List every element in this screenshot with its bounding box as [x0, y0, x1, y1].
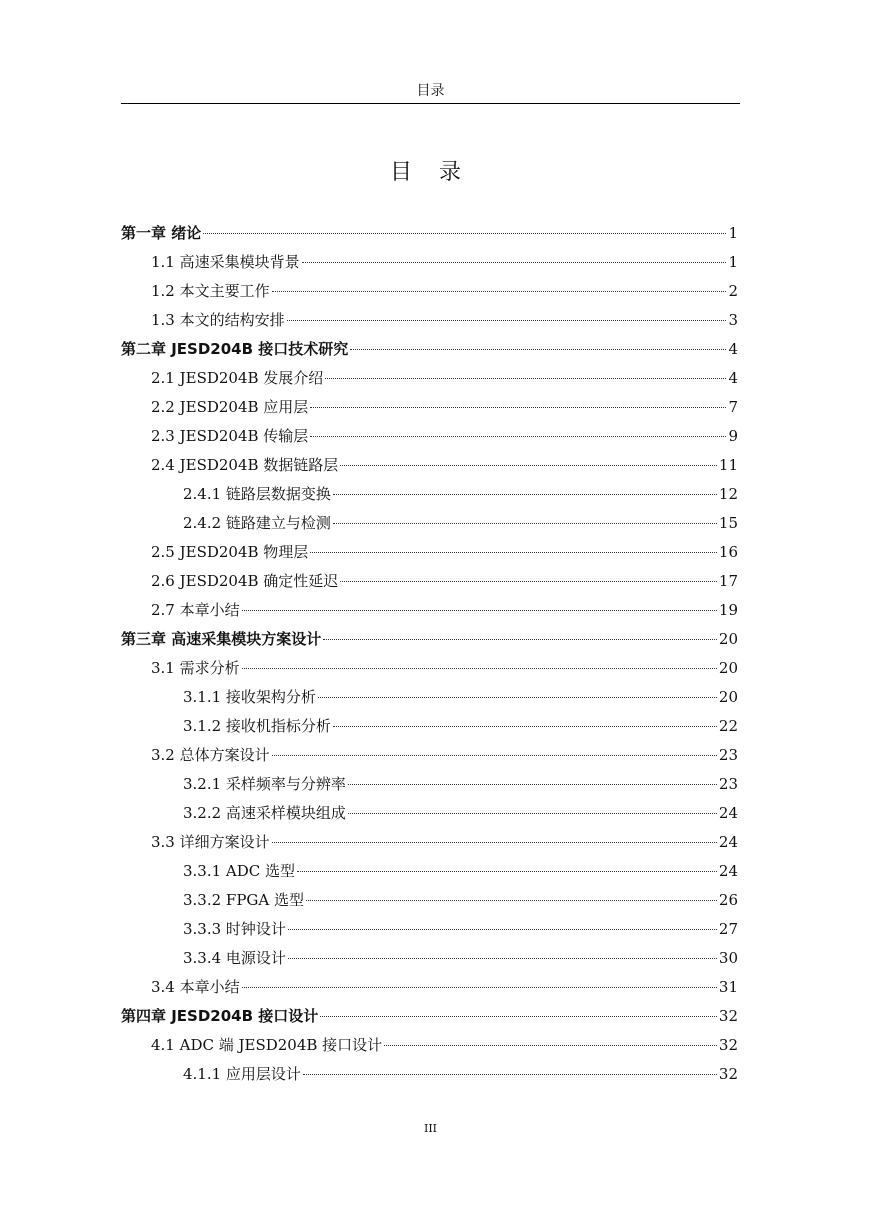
- toc-entry-label: 3.1 需求分析: [151, 659, 240, 677]
- toc-entry-label: 2.5 JESD204B 物理层: [151, 543, 309, 561]
- toc-entry-page: 24: [718, 833, 738, 851]
- toc-dot-leader: [333, 726, 717, 727]
- toc-dot-leader: [310, 552, 717, 553]
- toc-dot-leader: [242, 668, 717, 669]
- toc-entry-page: 20: [718, 630, 738, 648]
- toc-entry-page: 23: [718, 775, 738, 793]
- toc-entry-page: 9: [728, 427, 738, 445]
- toc-entry[interactable]: [121, 974, 738, 1000]
- toc-entry-label: 3.3.2 FPGA 选型: [183, 891, 305, 909]
- toc-entry[interactable]: [121, 771, 738, 797]
- toc-entry-page: 23: [718, 746, 738, 764]
- toc-entry-label: 2.1 JESD204B 发展介绍: [151, 369, 324, 387]
- toc-entry[interactable]: [121, 829, 738, 855]
- toc-dot-leader: [287, 320, 727, 321]
- toc-entry[interactable]: [121, 423, 738, 449]
- toc-dot-leader: [325, 378, 726, 379]
- toc-dot-leader: [272, 842, 717, 843]
- toc-entry[interactable]: [121, 626, 738, 652]
- toc-dot-leader: [348, 784, 717, 785]
- toc-entry-label: 第三章 高速采集模块方案设计: [121, 630, 322, 648]
- toc-entry[interactable]: [121, 307, 738, 333]
- toc-dot-leader: [203, 233, 726, 234]
- toc-entry-page: 27: [718, 920, 738, 938]
- toc-entry-label: 3.3 详细方案设计: [151, 833, 270, 851]
- toc-dot-leader: [288, 958, 717, 959]
- header-rule: [121, 103, 740, 104]
- toc-entry-label: 1.3 本文的结构安排: [151, 311, 285, 329]
- toc-entry-label: 2.4 JESD204B 数据链路层: [151, 456, 339, 474]
- toc-dot-leader: [288, 929, 717, 930]
- toc-entry-label: 4.1.1 应用层设计: [183, 1065, 301, 1083]
- toc-entry-page: 7: [728, 398, 738, 416]
- toc-entry-page: 30: [718, 949, 738, 967]
- toc-entry-label: 3.3.4 电源设计: [183, 949, 286, 967]
- toc-dot-leader: [306, 900, 717, 901]
- toc-entry-page: 32: [718, 1007, 738, 1025]
- toc-entry[interactable]: [121, 249, 738, 275]
- toc-dot-leader: [340, 581, 717, 582]
- toc-entry-page: 22: [718, 717, 738, 735]
- toc-entry-label: 3.3.1 ADC 选型: [183, 862, 296, 880]
- toc-entry-page: 3: [728, 311, 738, 329]
- toc-entry[interactable]: [121, 452, 738, 478]
- toc-entry-label: 第二章 JESD204B 接口技术研究: [121, 340, 349, 358]
- toc-entry[interactable]: [121, 365, 738, 391]
- toc-entry[interactable]: [121, 1003, 738, 1029]
- toc-entry-page: 17: [718, 572, 738, 590]
- toc-entry-label: 3.3.3 时钟设计: [183, 920, 286, 938]
- toc-entry[interactable]: [121, 510, 738, 536]
- toc-entry-page: 1: [728, 224, 738, 242]
- toc-dot-leader: [310, 436, 726, 437]
- toc-dot-leader: [384, 1045, 717, 1046]
- toc-entry-label: 1.2 本文主要工作: [151, 282, 270, 300]
- toc-entry-page: 24: [718, 862, 738, 880]
- toc-dot-leader: [320, 1016, 717, 1017]
- toc-entry-page: 20: [718, 688, 738, 706]
- toc-entry[interactable]: [121, 1061, 738, 1087]
- toc-entry-label: 2.3 JESD204B 传输层: [151, 427, 309, 445]
- toc-entry[interactable]: [121, 916, 738, 942]
- toc-entry-label: 3.1.1 接收架构分析: [183, 688, 316, 706]
- toc-entry[interactable]: [121, 945, 738, 971]
- toc-entry-page: 4: [728, 340, 738, 358]
- toc-dot-leader: [310, 407, 726, 408]
- toc-entry[interactable]: [121, 278, 738, 304]
- toc-entry-page: 2: [728, 282, 738, 300]
- toc-dot-leader: [242, 610, 717, 611]
- toc-entry[interactable]: [121, 568, 738, 594]
- toc-entry[interactable]: [121, 887, 738, 913]
- toc-entry[interactable]: [121, 336, 738, 362]
- toc-entry-page: 1: [728, 253, 738, 271]
- toc-entry[interactable]: [121, 220, 738, 246]
- toc-entry-label: 3.2 总体方案设计: [151, 746, 270, 764]
- toc-entry-page: 4: [728, 369, 738, 387]
- toc-entry[interactable]: [121, 481, 738, 507]
- toc-entry-label: 第四章 JESD204B 接口设计: [121, 1007, 319, 1025]
- running-header: 目录: [416, 83, 445, 99]
- toc-entry-page: 26: [718, 891, 738, 909]
- toc-dot-leader: [272, 291, 727, 292]
- toc-entry-label: 4.1 ADC 端 JESD204B 接口设计: [151, 1036, 383, 1054]
- toc-entry-label: 1.1 高速采集模块背景: [151, 253, 300, 271]
- toc-dot-leader: [348, 813, 717, 814]
- toc-entry-page: 32: [718, 1065, 738, 1083]
- toc-entry-label: 3.4 本章小结: [151, 978, 240, 996]
- toc-entry-page: 20: [718, 659, 738, 677]
- toc-entry-page: 32: [718, 1036, 738, 1054]
- toc-entry-label: 2.2 JESD204B 应用层: [151, 398, 309, 416]
- toc-entry-page: 16: [718, 543, 738, 561]
- toc-entry-page: 24: [718, 804, 738, 822]
- toc-dot-leader: [350, 349, 726, 350]
- toc-dot-leader: [303, 1074, 717, 1075]
- page-number: III: [423, 1122, 438, 1135]
- toc-entry-label: 3.2.1 采样频率与分辨率: [183, 775, 346, 793]
- toc-entry[interactable]: [121, 394, 738, 420]
- toc-entry[interactable]: [121, 742, 738, 768]
- toc-dot-leader: [297, 871, 717, 872]
- toc-entry[interactable]: [121, 539, 738, 565]
- toc-entry-page: 15: [718, 514, 738, 532]
- toc-entry[interactable]: [121, 1032, 738, 1058]
- toc-entry-label: 第一章 绪论: [121, 224, 202, 242]
- toc-dot-leader: [323, 639, 717, 640]
- toc-dot-leader: [318, 697, 717, 698]
- toc-entry[interactable]: [121, 713, 738, 739]
- toc-entry-page: 11: [718, 456, 738, 474]
- toc-entry[interactable]: [121, 655, 738, 681]
- toc-entry-label: 2.4.2 链路建立与检测: [183, 514, 331, 532]
- toc-dot-leader: [340, 465, 717, 466]
- toc-entry[interactable]: [121, 800, 738, 826]
- toc-entry[interactable]: [121, 684, 738, 710]
- toc-entry-label: 2.6 JESD204B 确定性延迟: [151, 572, 339, 590]
- toc-entry-label: 2.7 本章小结: [151, 601, 240, 619]
- toc-entry[interactable]: [121, 858, 738, 884]
- toc-dot-leader: [302, 262, 727, 263]
- toc-entry-page: 12: [718, 485, 738, 503]
- toc-entry-label: 2.4.1 链路层数据变换: [183, 485, 331, 503]
- toc-entry-label: 3.2.2 高速采样模块组成: [183, 804, 346, 822]
- toc-entry-label: 3.1.2 接收机指标分析: [183, 717, 331, 735]
- toc-dot-leader: [333, 494, 717, 495]
- toc-entry-page: 31: [718, 978, 738, 996]
- page-title: 目 录: [390, 160, 471, 185]
- toc-dot-leader: [242, 987, 717, 988]
- toc-entry[interactable]: [121, 597, 738, 623]
- toc-dot-leader: [333, 523, 717, 524]
- toc-dot-leader: [272, 755, 717, 756]
- toc-entry-page: 19: [718, 601, 738, 619]
